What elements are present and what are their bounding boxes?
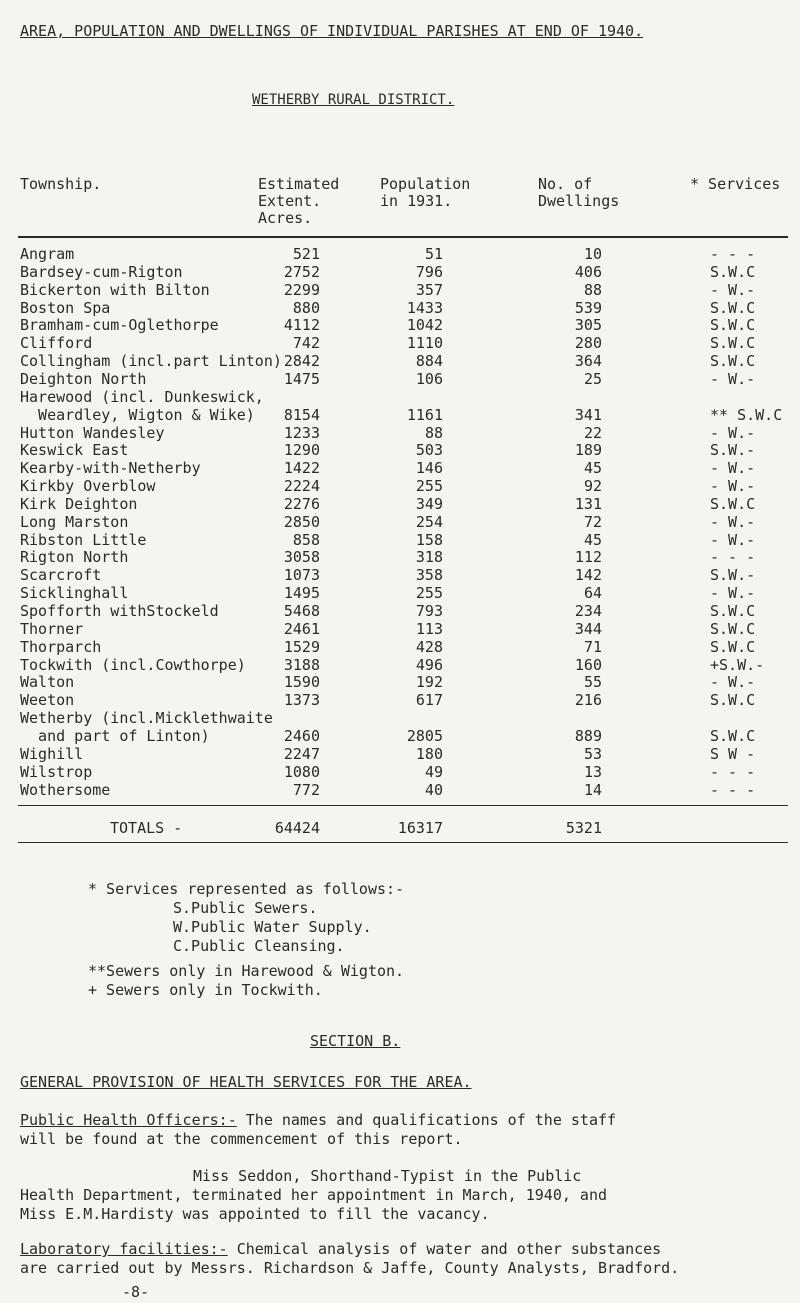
parish-acres: 1373 xyxy=(283,691,320,710)
parish-name: Hutton Wandesley xyxy=(20,423,165,442)
parish-services: S.W.C xyxy=(710,316,756,335)
lab-line1 xyxy=(20,1240,661,1258)
parish-dwellings: 344 xyxy=(574,619,602,638)
parish-population: 428 xyxy=(415,637,443,656)
services-note-s: S.Public Sewers. xyxy=(173,899,318,917)
parish-acres: 2461 xyxy=(283,619,320,638)
staff-line2: Health Department, terminated her appointment in March, 1940, and xyxy=(20,1186,607,1204)
col-population xyxy=(380,176,470,210)
services-note-w: W.Public Water Supply. xyxy=(173,918,372,936)
parish-population: 349 xyxy=(415,494,443,513)
parish-dwellings: 53 xyxy=(583,744,602,763)
parish-name: Long Marston xyxy=(20,512,129,531)
parish-name: Ribston Little xyxy=(20,530,147,549)
parish-services: S.W.C xyxy=(710,494,756,513)
phos-line1-text: The names and qualifications of the staff xyxy=(236,1111,617,1129)
table-row xyxy=(0,709,800,727)
col-extent xyxy=(258,176,339,227)
parish-name: Thorner xyxy=(20,619,84,638)
totals-row xyxy=(0,819,800,837)
col-population-line2: in 1931. xyxy=(380,192,453,210)
table-row xyxy=(0,531,800,549)
parish-acres: 3188 xyxy=(283,655,320,674)
parish-population: 49 xyxy=(424,762,443,781)
col-extent-line2: Extent. xyxy=(258,192,322,210)
parish-services: - W.- xyxy=(710,423,756,442)
parish-name: Walton xyxy=(20,673,75,692)
parish-name: Wetherby (incl.Micklethwaite xyxy=(20,709,273,728)
services-note-intro: * Services represented as follows:- xyxy=(88,880,405,898)
parish-services: S.W.C xyxy=(710,726,756,745)
parish-population: 158 xyxy=(415,530,443,549)
parish-services: S.W.C xyxy=(710,352,756,371)
parish-services: - W.- xyxy=(710,584,756,603)
parish-name: Tockwith (incl.Cowthorpe) xyxy=(20,655,246,674)
totals-dwellings: 5321 xyxy=(565,819,602,837)
table-row xyxy=(0,495,800,513)
table-row xyxy=(0,691,800,709)
parish-acres: 2460 xyxy=(283,726,320,745)
parish-population: 88 xyxy=(424,423,443,442)
parish-dwellings: 10 xyxy=(583,245,602,263)
parish-dwellings: 13 xyxy=(583,762,602,781)
parish-name: Rigton North xyxy=(20,548,129,567)
parish-services: - W.- xyxy=(710,459,756,478)
parish-name: Collingham (incl.part Linton) xyxy=(20,352,282,371)
parish-dwellings: 92 xyxy=(583,477,602,496)
table-row xyxy=(0,727,800,745)
parish-population: 1433 xyxy=(406,298,443,317)
parish-dwellings: 216 xyxy=(574,691,602,710)
table-row xyxy=(0,441,800,459)
parish-services: - W.- xyxy=(710,477,756,496)
parish-acres: 1233 xyxy=(283,423,320,442)
parish-services: - - - xyxy=(710,245,756,263)
parish-population: 2805 xyxy=(406,726,443,745)
table-row xyxy=(0,781,800,799)
parish-population: 254 xyxy=(415,512,443,531)
parish-population: 617 xyxy=(415,691,443,710)
parish-population: 1042 xyxy=(406,316,443,335)
parish-dwellings: 160 xyxy=(574,655,602,674)
parish-dwellings: 45 xyxy=(583,459,602,478)
table-row xyxy=(0,656,800,674)
parish-dwellings: 112 xyxy=(574,548,602,567)
table-row xyxy=(0,763,800,781)
parish-services: S.W.C xyxy=(710,691,756,710)
table-row xyxy=(0,566,800,584)
parish-services: S.W.C xyxy=(710,262,756,281)
parish-dwellings: 406 xyxy=(574,262,602,281)
services-note-tockwith: + Sewers only in Tockwith. xyxy=(88,981,323,999)
parish-acres: 2224 xyxy=(283,477,320,496)
district-title: WETHERBY RURAL DISTRICT. xyxy=(252,92,455,108)
parish-name: Scarcroft xyxy=(20,566,102,585)
header-rule xyxy=(18,236,788,238)
parish-acres: 2276 xyxy=(283,494,320,513)
table-row xyxy=(0,584,800,602)
parish-services: S.W.C xyxy=(710,334,756,353)
parish-population: 796 xyxy=(415,262,443,281)
parish-population: 884 xyxy=(415,352,443,371)
table-row xyxy=(0,281,800,299)
parish-acres: 1290 xyxy=(283,441,320,460)
table-row xyxy=(0,388,800,406)
parish-name: Deighton North xyxy=(20,369,147,388)
table-row xyxy=(0,263,800,281)
parish-dwellings: 64 xyxy=(583,584,602,603)
parish-population: 113 xyxy=(415,619,443,638)
parish-dwellings: 88 xyxy=(583,280,602,299)
parish-services: - W.- xyxy=(710,512,756,531)
table-row xyxy=(0,477,800,495)
parish-acres: 1495 xyxy=(283,584,320,603)
lab-label: Laboratory facilities:- xyxy=(20,1240,228,1258)
section-title: GENERAL PROVISION OF HEALTH SERVICES FOR THE AREA. xyxy=(20,1073,472,1091)
parish-dwellings: 539 xyxy=(574,298,602,317)
col-extent-line3: Acres. xyxy=(258,209,313,227)
parish-dwellings: 280 xyxy=(574,334,602,353)
lab-line1-text: Chemical analysis of water and other substances xyxy=(227,1240,662,1258)
parish-services: S.W.- xyxy=(710,566,756,585)
table-row xyxy=(0,406,800,424)
parish-services: - W.- xyxy=(710,673,756,692)
table-row xyxy=(0,459,800,477)
table-row xyxy=(0,513,800,531)
table-row xyxy=(0,602,800,620)
parish-services: ** S.W.C xyxy=(710,405,783,424)
parish-dwellings: 22 xyxy=(583,423,602,442)
parish-name: Harewood (incl. Dunkeswick, xyxy=(20,387,264,406)
col-dwellings-line2: Dwellings xyxy=(538,192,620,210)
parish-population: 180 xyxy=(415,744,443,763)
parish-acres: 3058 xyxy=(283,548,320,567)
parish-population: 496 xyxy=(415,655,443,674)
parish-dwellings: 234 xyxy=(574,602,602,620)
parish-acres: 2850 xyxy=(283,512,320,531)
main-heading: AREA, POPULATION AND DWELLINGS OF INDIVIDUAL PARISHES AT END OF 1940. xyxy=(20,22,644,40)
parish-population: 358 xyxy=(415,566,443,585)
parish-services: +S.W.- xyxy=(710,655,765,674)
parish-name: Wilstrop xyxy=(20,762,93,781)
totals-rule-bottom xyxy=(18,842,788,843)
staff-line3: Miss E.M.Hardisty was appointed to fill the vacancy. xyxy=(20,1205,490,1223)
totals-acres: 64424 xyxy=(274,819,320,837)
table-row xyxy=(0,745,800,763)
col-dwellings xyxy=(538,176,619,210)
parish-services: S.W.C xyxy=(710,602,756,620)
table-row xyxy=(0,638,800,656)
table-row xyxy=(0,352,800,370)
parish-dwellings: 55 xyxy=(583,673,602,692)
parish-name: Kearby-with-Netherby xyxy=(20,459,201,478)
parish-acres: 521 xyxy=(292,245,320,263)
parish-dwellings: 341 xyxy=(574,405,602,424)
parish-services: - W.- xyxy=(710,280,756,299)
parish-acres: 2842 xyxy=(283,352,320,371)
parish-acres: 880 xyxy=(292,298,320,317)
parish-services: - - - xyxy=(710,548,756,567)
parish-population: 146 xyxy=(415,459,443,478)
parish-acres: 1529 xyxy=(283,637,320,656)
parish-services: - - - xyxy=(710,780,756,799)
parish-population: 192 xyxy=(415,673,443,692)
col-township: Township. xyxy=(20,175,102,193)
col-services: * Services xyxy=(690,175,781,193)
parish-dwellings: 142 xyxy=(574,566,602,585)
parish-name: Bardsey-cum-Rigton xyxy=(20,262,183,281)
parish-dwellings: 71 xyxy=(583,637,602,656)
parish-population: 318 xyxy=(415,548,443,567)
parish-population: 106 xyxy=(415,369,443,388)
parish-name: Wothersome xyxy=(20,780,111,799)
parish-acres: 772 xyxy=(292,780,320,799)
parish-name: Wighill xyxy=(20,744,84,763)
parish-services: S W - xyxy=(710,744,756,763)
table-row xyxy=(0,424,800,442)
parish-name: Boston Spa xyxy=(20,298,111,317)
parish-population: 793 xyxy=(415,602,443,620)
parish-acres: 8154 xyxy=(283,405,320,424)
parish-population: 357 xyxy=(415,280,443,299)
totals-rule-top xyxy=(18,805,788,806)
parish-name: Kirk Deighton xyxy=(20,494,138,513)
parish-acres: 858 xyxy=(292,530,320,549)
table-row xyxy=(0,370,800,388)
parish-dwellings: 72 xyxy=(583,512,602,531)
table-row xyxy=(0,245,800,263)
parish-name: Clifford xyxy=(20,334,93,353)
parish-name: Weardley, Wigton & Wike) xyxy=(20,405,255,424)
totals-label: TOTALS - xyxy=(110,819,183,837)
page-number: -8- xyxy=(122,1283,150,1301)
parish-population: 503 xyxy=(415,441,443,460)
parish-dwellings: 305 xyxy=(574,316,602,335)
parish-services: S.W.- xyxy=(710,441,756,460)
parish-name: Kirkby Overblow xyxy=(20,477,156,496)
parish-population: 1161 xyxy=(406,405,443,424)
parish-acres: 2247 xyxy=(283,744,320,763)
parish-services: - W.- xyxy=(710,530,756,549)
parish-services: S.W.C xyxy=(710,619,756,638)
parish-acres: 4112 xyxy=(283,316,320,335)
parish-acres: 1475 xyxy=(283,369,320,388)
parish-dwellings: 45 xyxy=(583,530,602,549)
parish-name: Thorparch xyxy=(20,637,102,656)
table-row xyxy=(0,548,800,566)
section-label: SECTION B. xyxy=(310,1032,401,1050)
services-note-harewood: **Sewers only in Harewood & Wigton. xyxy=(88,962,405,980)
parish-acres: 2752 xyxy=(283,262,320,281)
parish-services: S.W.C xyxy=(710,298,756,317)
parish-dwellings: 131 xyxy=(574,494,602,513)
phos-line2: will be found at the commencement of this report. xyxy=(20,1130,463,1148)
parish-name: Bickerton with Bilton xyxy=(20,280,210,299)
services-note-c: C.Public Cleansing. xyxy=(173,937,345,955)
col-population-line1: Population xyxy=(380,175,471,193)
parish-acres: 2299 xyxy=(283,280,320,299)
staff-line1: Miss Seddon, Shorthand-Typist in the Public xyxy=(193,1167,582,1185)
parish-dwellings: 25 xyxy=(583,369,602,388)
parish-acres: 1073 xyxy=(283,566,320,585)
lab-line2: are carried out by Messrs. Richardson & Jaffe, County Analysts, Bradford. xyxy=(20,1259,680,1277)
parish-acres: 742 xyxy=(292,334,320,353)
parish-dwellings: 364 xyxy=(574,352,602,371)
parish-population: 255 xyxy=(415,584,443,603)
parish-acres: 1422 xyxy=(283,459,320,478)
table-row xyxy=(0,673,800,691)
parish-name: Keswick East xyxy=(20,441,129,460)
phos-line1 xyxy=(20,1111,616,1129)
parish-name: Sicklinghall xyxy=(20,584,129,603)
table-row xyxy=(0,299,800,317)
parish-dwellings: 889 xyxy=(574,726,602,745)
parish-name: Angram xyxy=(20,245,75,263)
parish-name: Bramham-cum-Oglethorpe xyxy=(20,316,219,335)
parish-services: - - - xyxy=(710,762,756,781)
col-dwellings-line1: No. of xyxy=(538,175,593,193)
parish-name: Spofforth withStockeld xyxy=(20,602,219,620)
table-row xyxy=(0,620,800,638)
parish-population: 255 xyxy=(415,477,443,496)
parish-population: 51 xyxy=(424,245,443,263)
parish-acres: 1080 xyxy=(283,762,320,781)
parish-name: and part of Linton) xyxy=(20,726,210,745)
phos-label: Public Health Officers:- xyxy=(20,1111,237,1129)
parish-name: Weeton xyxy=(20,691,75,710)
col-extent-line1: Estimated xyxy=(258,175,340,193)
table-row xyxy=(0,334,800,352)
table-row xyxy=(0,316,800,334)
parish-services: S.W.C xyxy=(710,637,756,656)
parish-dwellings: 14 xyxy=(583,780,602,799)
parish-services: - W.- xyxy=(710,369,756,388)
parish-acres: 1590 xyxy=(283,673,320,692)
parish-acres: 5468 xyxy=(283,602,320,620)
totals-pop: 16317 xyxy=(397,819,443,837)
parish-population: 1110 xyxy=(406,334,443,353)
parish-dwellings: 189 xyxy=(574,441,602,460)
parish-population: 40 xyxy=(424,780,443,799)
